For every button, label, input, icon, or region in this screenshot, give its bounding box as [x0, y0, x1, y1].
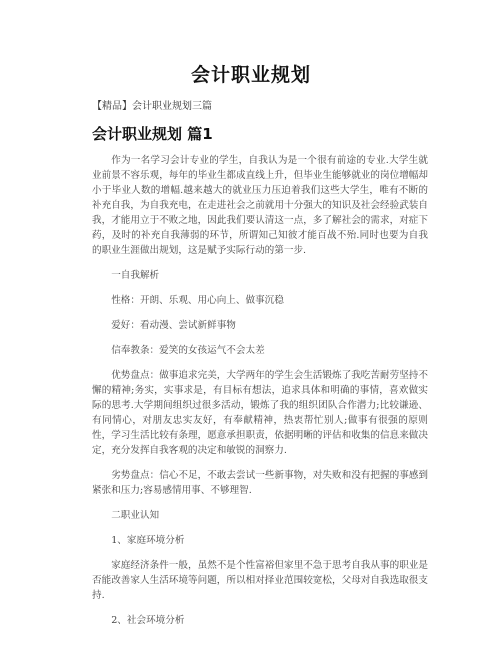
document-subtitle: 【精品】会计职业规划三篇: [92, 101, 212, 112]
heading-family-environment: 1、家庭环境分析: [111, 535, 185, 546]
paragraph-hobbies: 爱好：看动漫、尝试新鲜事物: [111, 320, 236, 331]
paragraph-weaknesses: 劣势盘点：信心不足，不敢去尝试一些新事物，对失败和没有把握的事感到紧张和压力;容易感情用事、不够理智.: [92, 470, 428, 496]
heading-self-analysis: 一自我解析: [111, 270, 160, 281]
section-heading: 会计职业规划 篇1: [92, 125, 213, 143]
heading-career-cognition: 二职业认知: [111, 510, 160, 521]
paragraph-personality: 性格：开朗、乐观、用心向上、做事沉稳: [111, 295, 284, 306]
paragraph-intro: 作为一名学习会计专业的学生，自我认为是一个很有前途的专业.大学生就业前景不容乐观，每年的毕业生都成直线上升，但毕业生能够就业的岗位增幅却小于毕业人数的增幅.越来越大的就业压力压迫着我们这些大学生，唯有不断的补充自我，为自我充电，在走进社会之前就用十分强大的知识及社会经验武装自我，才能用立于不败之地，因此我们要认清这一点，多了解社会的需求，对症下药，及时的补充自我薄弱的环节，所谓知己知彼才能百战不殆.同时也要为自我的职业生涯做出规划，这是赋予实际行动的第一步.: [92, 155, 428, 256]
paragraph-motto: 信奉教条：爱笑的女孩运气不会太差: [111, 345, 265, 356]
paragraph-family-environment: 家庭经济条件一般，虽然不是个性富裕但家里不急于思考自我从事的职业是否能改善家人生活环境等问题，所以相对择业范围较宽松，父母对自我选取很支持.: [92, 560, 428, 601]
heading-social-environment: 2、社会环境分析: [111, 615, 185, 626]
document-body: [92, 153, 428, 638]
document-title: 会计职业规划: [190, 64, 311, 86]
paragraph-strengths: 优势盘点：做事追求完美，大学两年的学生会生活锻炼了我吃苦耐劳坚持不懈的精神;务实，实事求是，有目标有想法，追求具体和明确的事情，喜欢做实际的思考.大学期间组织过很多活动，锻炼了我的组织团队合作潜力;比较谦逊、有同情心，对朋友忠实友好，有奉献精神，热衷帮忙别人;做事有很强的原则性，学习生活比较有条理，愿意承担职责，依据明晰的评估和收集的信息来做决定，充分发挥自我客观的决定和敏锐的洞察力.: [92, 370, 428, 456]
